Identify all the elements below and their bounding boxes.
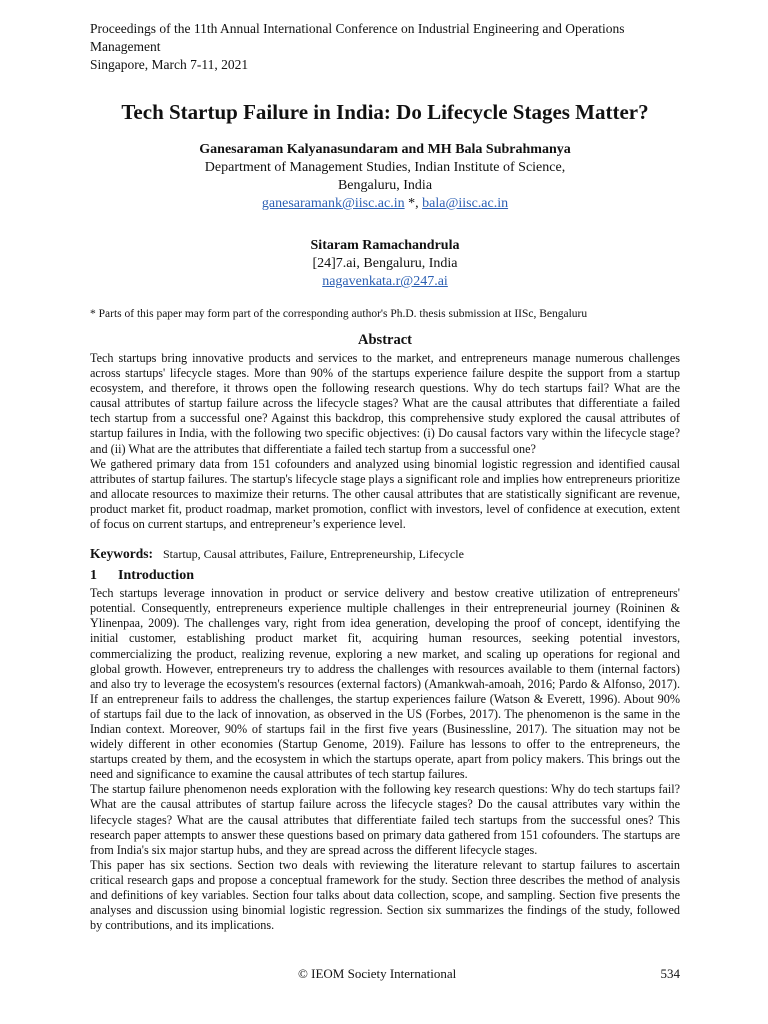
- intro-paragraph-2: The startup failure phenomenon needs exploration with the following key research questions: Why do tech startups fail? What are the causal attributes of startup failure across the lifecycle stages? Do the causal attributes vary within the lifecycle stages? What are the causal attributes that differentiate failed tech startups from the successful ones? This research paper attempts to answer these questions based on primary data gathered from 151 cofounders. The startups are from India's six major startup hubs, and they are spread across the different lifecycle stages.: [90, 782, 680, 857]
- section-title: Introduction: [118, 568, 194, 584]
- affiliation-dept: Department of Management Studies, Indian Institute of Science,: [204, 160, 566, 175]
- author-emails-1: [90, 195, 680, 213]
- intro-paragraph-1: Tech startups leverage innovation in product or service delivery and bestow creative utilization of entrepreneurs' potential. Consequently, entrepreneurs experience multiple challenges in their entrepreneurial journey (Roininen & Ylinenpaa, 2009). The challenges vary, right from idea generation, developing the proof of concept, identifying the initial customer, establishing product market fit, acquiring human resources, seeking potential investors, commercializing the product, realizing revenue, exploring a new market, and scaling up operations for regional and global growth. However, entrepreneurs try to address the challenges with resources available to them (internal factors) and also try to leverage the ecosystem's resources (external factors) (Amankwah-amoah, 2016; Pardo & Alfonso, 2017). If an entrepreneur fails to address the challenges, the startup experiences failure (Watson & Everett, 1996). About 90% of startups fail due to the lack of innovation, as observed in the US (Forbes, 2017). The phenomenon is the same in the Indian context. Moreover, 90% of startups fail in the first five years (Businessline, 2017). The situation may not be widely different in other economies (Startup Genome, 2019). Failure has lessons to offer to the entrepreneurs, the startups created by them, and the ecosystem in which the startups operate, apart from policy makers. This brings out the need and significance to examine the causal attributes of tech startup failures.: [90, 586, 680, 782]
- paper-page: [90, 20, 680, 933]
- keywords-line: [90, 546, 680, 562]
- keywords-label: Keywords:: [90, 546, 153, 562]
- section-heading-introduction: [90, 568, 680, 584]
- author-names-1: Ganesaraman Kalyanasundaram and MH Bala Subrahmanya: [199, 142, 571, 157]
- abstract-paragraph-1: Tech startups bring innovative products and services to the market, and entrepreneurs manage numerous challenges across startups' lifecycle stages. More than 90% of the startups experience failure despite the support from a startup ecosystem, and therefore, it throws open the following research questions. Why do tech startups fail? What are the causal attributes of startup failure across the lifecycle stages? What are the causal attributes that differentiate a failed tech startup from a successful one? Against this backdrop, this comprehensive study explored the causal attributes of startup failures in India, with the following two specific objectives: (i) Do causal factors vary within the lifecycle stage? and (ii) What are the attributes that differentiate a failed tech startup from a successful one?: [90, 351, 680, 456]
- copyright-notice: © IEOM Society International: [298, 966, 457, 981]
- intro-paragraph-3: This paper has six sections. Section two deals with reviewing the literature relevant to startup failures to ascertain critical research gaps and propose a conceptual framework for the study. Section three describes the method of analysis and definitions of key variables. Section four talks about data collection, scope, and sampling. Section five presents the analyses and discussion using binomial logistic regression. Section six summarizes the findings of the study, followed by contributions, and its implications.: [90, 857, 680, 933]
- keywords-text: Startup, Causal attributes, Failure, Entrepreneurship, Lifecycle: [163, 547, 464, 562]
- conference-name: Proceedings of the 11th Annual International Conference on Industrial Engineering and Operations Management: [90, 21, 625, 54]
- email-link-sitaram[interactable]: nagavenkata.r@247.ai: [322, 274, 448, 289]
- abstract-paragraph-2: We gathered primary data from 151 cofounders and analyzed using binomial logistic regression and identified causal attributes of startup failures. The startup's lifecycle stage plays a significant role and implies how entrepreneurs prioritize and allocate resources to maximize their returns. The other causal attributes that are statistically significant are revenue, product market fit, product roadmap, market promotion, conflict with investors, level of confidence at execution, extent of focus on current startups, and entrepreneur’s experience level.: [90, 456, 680, 532]
- running-head: [90, 20, 680, 74]
- email-link-bala[interactable]: bala@iisc.ac.in: [422, 196, 509, 211]
- abstract-heading: Abstract: [358, 332, 412, 348]
- author-emails-2: [90, 273, 680, 291]
- paper-title: Tech Startup Failure in India: Do Lifecycle Stages Matter?: [121, 100, 649, 124]
- section-number: 1: [90, 568, 97, 584]
- affiliation-city: Bengaluru, India: [337, 178, 433, 193]
- email-link-ganesaraman[interactable]: ganesaramank@iisc.ac.in: [261, 196, 405, 211]
- affiliation-org: [24]7.ai, Bengaluru, India: [312, 256, 458, 271]
- author-names-2: Sitaram Ramachandrula: [310, 238, 460, 253]
- thesis-footnote: * Parts of this paper may form part of the corresponding author's Ph.D. thesis submission at IISc, Bengaluru: [90, 308, 588, 320]
- conference-location: Singapore, March 7-11, 2021: [90, 57, 249, 72]
- page-number: 534: [660, 966, 680, 981]
- email-separator: *,: [404, 196, 423, 211]
